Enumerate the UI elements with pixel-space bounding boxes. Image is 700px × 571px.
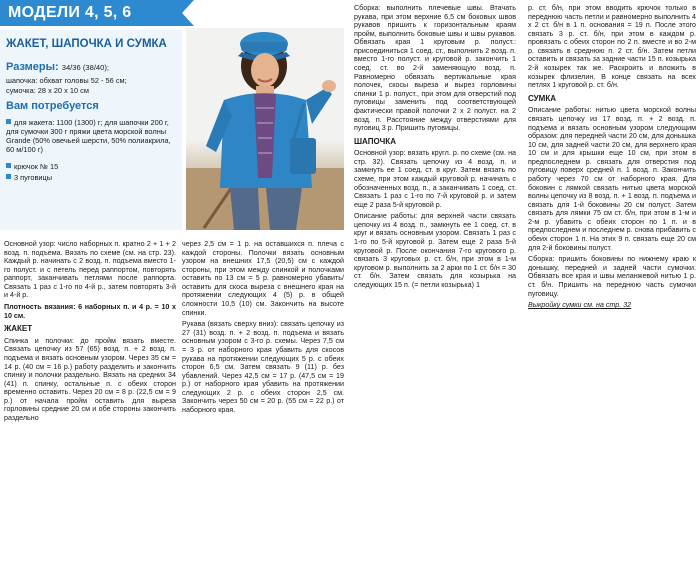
column-4	[528, 4, 696, 310]
bag-work-paragraph: Описание работы: нитью цвета морской волны связать цепочку из 17 возд. п. + 2 возд. п. подъема и вязать основным узором следующим образом: для передней части 20 см, для донышка 10 см, для задней части 20 см, для верхнего края 10 см и для крышки еще 10 см, при этом в предпоследнем р. связать для отверстия под пуговицу поверх средней п. 1 возд. п. Закончить работу через 70 см от наборного края. Для боковин с лямкой связать нитью цвета морской волны цепочку из 8 возд. п. + 1 возд. п. подъема и связать для 1-й боковины 20 см полуст. Затем связать для лямки 75 см ст. б/н, при этом в 1-м и 2-м р. убавить с обеих сторон по 1 п. и в предпоследнем и последнем р. снова прибавить с обеих сторон 1 п. На этих 9 п. связать еще 20 см для 2-й боковины полуст.	[528, 106, 696, 252]
section-banner	[0, 0, 182, 26]
model-photo	[186, 28, 344, 230]
sizes-value: 34/36 (38/40);	[61, 63, 110, 72]
hat-work-paragraph: Описание работы: для верхней части связать цепочку из 4 возд. п., замкнуть ее 1 соед. ст. в круг и вязать основным узором. Связать 1 раз с 1-го по 5-й круговой р. Затем еще 2 раза 5-й круговой р. После окончания 7-го кругового р. связать 3 круговых р. ст. б/н, при этом в 1-м круговом р. выполнить за 2 арки по 1 ст. б/н = 30 ст. б/н. Затем связать для козырька на следующих 15 п. (= петли козырька) 1	[354, 212, 516, 289]
bag-assembly-paragraph: Сборка: пришить боковины по нижнему краю к донышку, передней и задней части сумочки. Обвязать все края и швы меланжевой нитью 1 р. ст. б/н. Пришить на переднюю часть сумочки пуговицу.	[528, 255, 696, 298]
front-paragraph: через 2,5 см = 1 р. на оставшихся п. плеча с каждой стороны. Полочки вязать основным узором на внешних 17,5 (20,5) см с каждой стороны, при этом между спинкой и полочками оставить по 13 см = 5 р. равномерно убавить/оставить для скоса выреза с внешнего края на протяжении следующих 4 (5) р. в общей сложности 10,5 (10) см. Закончить на высоте спинки.	[182, 240, 344, 317]
sizes-label: Размеры:	[6, 61, 59, 73]
bullet-square-icon	[6, 119, 11, 124]
sizes-heading	[6, 61, 109, 73]
size-hat: шапочка: обхват головы 52 - 56 см;	[6, 76, 127, 85]
bullet-square-icon	[6, 163, 11, 168]
column-3	[354, 4, 516, 290]
density-paragraph: Плотность вязания: 6 наборных п. и 4 р. = 10 х 10 см.	[4, 303, 176, 320]
jacket-heading: ЖАКЕТ	[4, 324, 33, 334]
hat-pattern-paragraph: Основной узор: вязать кругл. р. по схеме (см. на стр. 32). Связать цепочку из 4 возд. п. и замкнуть ее 1 соед. ст. в круг. Затем вязать по схеме, при этом каждый круговой р. начинать с обозначенных возд. п., а заканчивать 1 соед. ст. Связать 1 раз с 1-го по 7-й круговой р. и затем еще 2 раза 5-й круговой р.	[354, 149, 516, 209]
banner-tail	[182, 0, 194, 26]
bag-pattern-link[interactable]: Выкройку сумки см. на стр. 32	[528, 301, 632, 310]
requirement-item: для жакета: 1100 (1300) г; для шапочки 200 г, для сумочки 300 г пряжи цвета морской волны Grande (50% овечьей шерсти, 50% полиакрила, 60 м/100 г)	[6, 118, 171, 155]
model-illustration	[186, 28, 344, 230]
hat-heading: ШАПОЧКА	[354, 136, 396, 146]
column-1	[4, 240, 176, 423]
requirements-heading: Вам потребуется	[6, 100, 99, 112]
pattern-paragraph: Основной узор: число наборных п. кратно 2 + 1 + 2 возд. п. подъема. Вязать по схеме (см. на стр. 23). Каждый р. начинать с 2 возд. п. подъема вместо 1-го полуст. и с петель перед раппортом, повторять раппорт, заканчивать петлями после раппорта. Связать 1 раз с 1-го по 4-й р., затем повторять 3-й и 4-й р.	[4, 240, 176, 300]
column-2	[182, 240, 344, 415]
visor-paragraph: р. ст. б/н, при этом вводить крючок только в переднюю часть петли и равномерно выполнить 4 х 2 ст. б/н в 1 п. основания = 19 п. После этого связать 3 р. ст. б/н, при этом в каждом р. провязать с обеих сторон по 2 п. вместе и во 2-м р. связать в среднюю п. 2 ст. б/н. Затем петли оставить и связать за задние части 15 п. козырька 2-й козырек так же. Раскроить и вложить в козырек флизелин. В конце связать на всех петлях 1 круговой р. ст. б/н.	[528, 4, 696, 90]
jacket-body-paragraph: Спинка и полочки: до пройм вязать вместе. Связать цепочку из 57 (65) возд. п. + 2 возд. п. подъема и вязать основным узором. Через 35 см = 14 р. (40 см = 16 р.) работу разделить и закончить спинку и полочки раздельно. Вязать на средних 34 (41) п. спинку, остальные п. с обеих сторон временно оставить. Через 20 см = 8 р. (22,5 см = 9 р.) от начала пройм оставить для выреза горловины средние 20 см и обе стороны закончить раздельно	[4, 336, 176, 422]
model-title: ЖАКЕТ, ШАПОЧКА И СУМКА	[6, 38, 167, 50]
section-title: МОДЕЛИ 4, 5, 6	[8, 4, 132, 21]
requirement-item: 3 пуговицы	[6, 173, 178, 182]
bullet-square-icon	[6, 174, 11, 179]
assembly-paragraph: Сборка: выполнить плечевые швы. Втачать рукава, при этом верхние 6,5 см боковых швов рукавов пришить к горизонтальным краям пройм, выполнить боковые швы и швы рукавов. Обвязать края 1 круговым р. полуст.: присоединиться 1 соед. ст., выполнить 2 возд. п. вместо 1-го полуст. и круговой р. закончить 1 соед. ст. во 2-й заменяющую возд. п. Равномерно обвязать вертикальные края полочек, скосы выреза и вырез горловины спинки 1 р. полуст., при этом для отверстий под пуговицы заменить под соответствующей фактически правой полочки 2 х 2 полуст. на 2 возд. п. Расстояние между отверстиями для пуговиц 3 р. Пришить пуговицы.	[354, 4, 516, 133]
requirement-item: крючок № 15	[6, 162, 178, 171]
bag-heading: СУМКА	[528, 93, 556, 103]
size-bag: сумочка: 28 х 20 х 10 см	[6, 86, 89, 95]
sleeves-paragraph: Рукава (вязать сверху вниз): связать цепочку из 27 (31) возд. п. + 2 возд. п. подъема и вязать основным узором с 3-го р. схемы. Через 7,5 см = 3 р. от наборного края убавить для скосов рукава на протяжении следующих 5 р. с обеих сторон 6,5 см. Затем связать 9 (11) р. без убавлений. Через 42,5 см = 17 р. (47,5 см = 19 р.) от наборного края убавить на протяжении следующих 2 р. с обеих сторон 2,5 см. Закончить через 50 см = 20 р. (55 см = 22 р.) от наборного края.	[182, 320, 344, 414]
materials-box	[0, 30, 182, 230]
